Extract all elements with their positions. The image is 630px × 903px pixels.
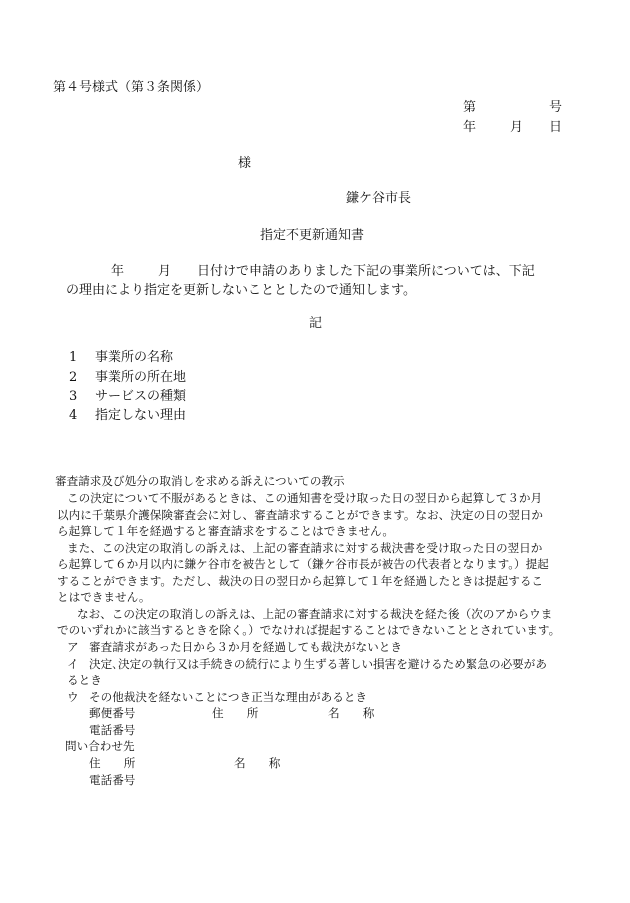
notice-line: この決定について不服があるときは、この通知書を受け取った日の翌日から起算して３か月 bbox=[67, 491, 543, 505]
sub-item-mark: ウ bbox=[67, 690, 79, 704]
inquiry-phone-label: 電話番号 bbox=[89, 773, 136, 787]
date-year: 年 bbox=[463, 120, 477, 135]
body-line1: 日付けで申請のありました下記の事業所については、下記 bbox=[197, 264, 535, 279]
sender: 鎌ケ谷市長 bbox=[346, 191, 412, 206]
item-label: 事業所の名称 bbox=[95, 350, 174, 365]
phone-label: 電話番号 bbox=[89, 723, 136, 737]
body-line2: の理由により指定を更新しないこととしたので通知します。 bbox=[66, 283, 416, 298]
notice-line: することができます。ただし、裁決の日の翌日から起算して１年を経過したときは提起するこ bbox=[57, 574, 544, 588]
notice-line: また、この決定の取消しの訴えは、上記の審査請求に対する裁決書を受け取った日の翌日か bbox=[67, 541, 543, 555]
inquiry-address-label: 住 所 bbox=[89, 756, 136, 770]
sub-item-text: るとき bbox=[67, 673, 102, 687]
address-label: 住 所 bbox=[212, 706, 259, 720]
notice-line: ら起算して６か月以内に鎌ケ谷市を被告として（鎌ケ谷市長が被告の代表者となります。）提起 bbox=[57, 557, 549, 571]
number-suffix: 号 bbox=[549, 100, 563, 115]
item-label: サービスの種類 bbox=[95, 389, 187, 404]
date-day: 日 bbox=[549, 120, 563, 135]
ki-heading: 記 bbox=[309, 316, 323, 331]
sub-item-text: 決定､決定の執行又は手続きの続行により生ずる著しい損害を避けるため緊急の必要があ bbox=[89, 657, 547, 671]
item-number: 2 bbox=[69, 370, 78, 385]
item-label: 指定しない理由 bbox=[95, 408, 187, 423]
postal-code-label: 郵便番号 bbox=[89, 706, 136, 720]
name-label: 名 称 bbox=[328, 706, 375, 720]
item-number: 4 bbox=[69, 408, 78, 423]
notice-line: ら起算して１年を経過すると審査請求をすることはできません。 bbox=[57, 524, 394, 538]
sub-item-text: その他裁決を経ないことにつき正当な理由があるとき bbox=[89, 690, 368, 704]
sub-item-mark: イ bbox=[67, 657, 79, 671]
body-month: 月 bbox=[158, 264, 172, 279]
item-label: 事業所の所在地 bbox=[95, 370, 187, 385]
date-month: 月 bbox=[510, 120, 524, 135]
item-number: 1 bbox=[69, 350, 78, 365]
notice-line: 以内に千葉県介護保険審査会に対し、審査請求することができます。なお、決定の日の翌日か bbox=[57, 508, 544, 522]
inquiry-heading: 問い合わせ先 bbox=[65, 739, 135, 753]
notice-line: でのいずれかに該当するときを除く。）でなければ提起することはできないこととされています。 bbox=[57, 623, 561, 637]
sub-item-text: 審査請求があった日から３か月を経過しても裁決がないとき bbox=[89, 640, 402, 654]
notice-line: なお、この決定の取消しの訴えは、上記の審査請求に対する裁決を経た後（次のアからウま bbox=[77, 607, 553, 621]
number-prefix: 第 bbox=[463, 100, 477, 115]
addressee-suffix: 様 bbox=[238, 156, 252, 171]
inquiry-name-label: 名 称 bbox=[234, 756, 281, 770]
form-title: 第４号様式（第３条関係） bbox=[53, 80, 210, 95]
body-year: 年 bbox=[111, 264, 125, 279]
document-title: 指定不更新通知書 bbox=[260, 228, 365, 243]
notice-heading: 審査請求及び処分の取消しを求める訴えについての教示 bbox=[55, 474, 345, 488]
item-number: 3 bbox=[69, 389, 78, 404]
notice-line: とはできません。 bbox=[57, 590, 151, 604]
sub-item-mark: ア bbox=[67, 640, 79, 654]
